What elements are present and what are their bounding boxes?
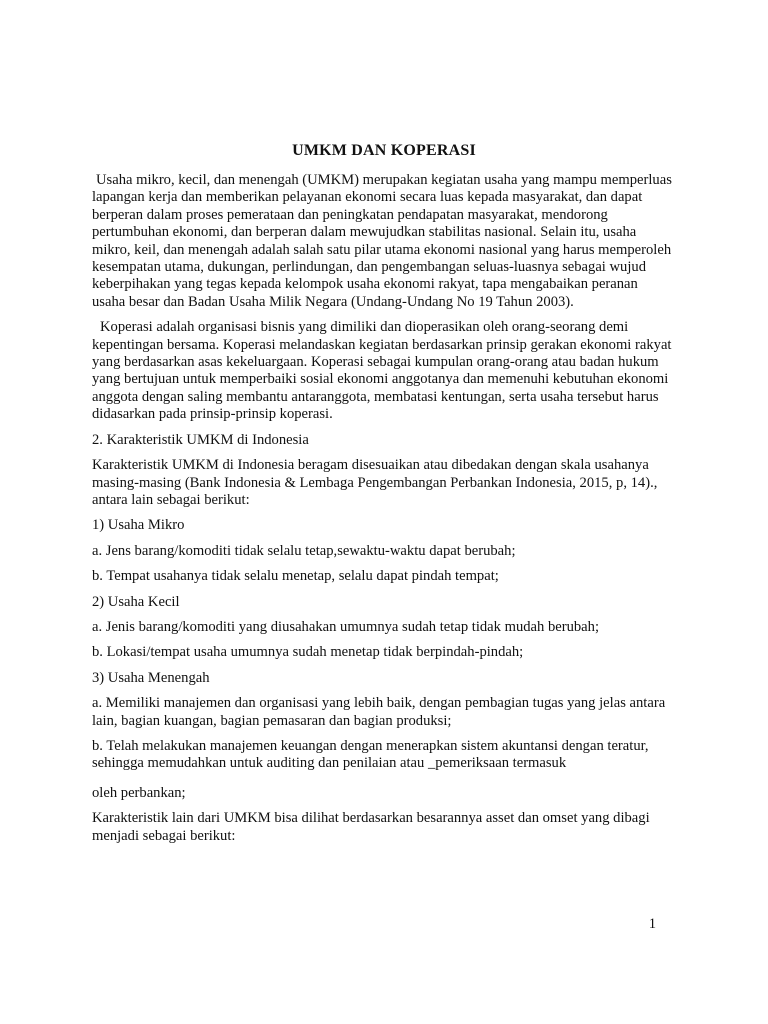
list-item-menengah-a: a. Memiliki manajemen dan organisasi yang lebih baik, dengan pembagian tugas yang jelas antara lain, bagian kuangan, bagian pemasaran dan bagian produksi; bbox=[92, 695, 666, 729]
list-item-kecil-a: a. Jenis barang/komoditi yang diusahakan umumnya sudah tetap tidak mudah berubah; bbox=[92, 618, 600, 635]
paragraph-karakteristik-lain: Karakteristik lain dari UMKM bisa dilihat berdasarkan besarannya asset dan omset yang dibagi menjadi sebagai berikut: bbox=[92, 810, 650, 844]
paragraph-karakteristik-intro: Karakteristik UMKM di Indonesia beragam disesuaikan atau dibedakan dengan skala usahanya masing-masing (Bank Indonesia & Lembaga Pengembangan Perbankan Indonesia, 2015, p, 14)., antara lain sebagai berikut: bbox=[92, 457, 658, 508]
list-heading-usaha-kecil: 2) Usaha Kecil bbox=[92, 593, 180, 610]
list-item-kecil-b: b. Lokasi/tempat usaha umumnya sudah menetap tidak berpindah-pindah; bbox=[92, 644, 524, 661]
list-heading-usaha-menengah: 3) Usaha Menengah bbox=[92, 669, 210, 686]
list-heading-usaha-mikro: 1) Usaha Mikro bbox=[92, 517, 185, 534]
page-number: 1 bbox=[648, 916, 656, 932]
document-body bbox=[92, 172, 672, 853]
list-item-menengah-b: b. Telah melakukan manajemen keuangan dengan menerapkan sistem akuntansi dengan teratur, sehingga memudahkan untuk auditing dan penilaian atau _pemeriksaan termasuk bbox=[92, 737, 649, 772]
section-heading-karakteristik: 2. Karakteristik UMKM di Indonesia bbox=[92, 431, 309, 448]
document-title: UMKM DAN KOPERASI bbox=[292, 142, 476, 159]
list-item-mikro-a: a. Jens barang/komoditi tidak selalu tetap,sewaktu-waktu dapat berubah; bbox=[92, 542, 516, 559]
list-item-menengah-b-continued: oleh perbankan; bbox=[92, 784, 186, 801]
paragraph-umkm-intro: Usaha mikro, kecil, dan menengah (UMKM) merupakan kegiatan usaha yang mampu memperluas lapangan kerja dan memberikan pelayanan ekonomi secara luas kepada masyarakat, dan dapat berperan dalam proses pemerataan dan peningkatan pendapatan masyarakat, mendorong pertumbuhan ekonomi, dan berperan dalam mewujudkan stabilitas nasional. Selain itu, usaha mikro, keil, dan menengah adalah salah satu pilar utama ekonomi nasional yang harus memperoleh kesempatan utama, dukungan, perlindungan, dan pengembangan seluas-luasnya sebagai wujud keberpihakan yang tegas kepada kelompok usaha ekonomi rakyat, tapa mengabaikan peranan usaha besar dan Badan Usaha Milik Negara (Undang-Undang No 19 Tahun 2003). bbox=[92, 172, 672, 310]
list-item-mikro-b: b. Tempat usahanya tidak selalu menetap, selalu dapat pindah tempat; bbox=[92, 568, 499, 585]
paragraph-koperasi: Koperasi adalah organisasi bisnis yang dimiliki dan dioperasikan oleh orang-seorang demi kepentingan bersama. Koperasi melandaskan kegiatan berdasarkan prinsip gerakan ekonomi rakyat yang berdasarkan asas kekeluargaan. Koperasi sebagai kumpulan orang-orang atau badan hukum yang bertujuan untuk memperbaiki sosial ekonomi anggotanya dan memenuhi kebutuhan ekonomi anggota dengan saling membantu antaranggota, membatasi kentungan, serta usaha tersebut harus didasarkan pada prinsip-prinsip koperasi. bbox=[92, 319, 672, 423]
